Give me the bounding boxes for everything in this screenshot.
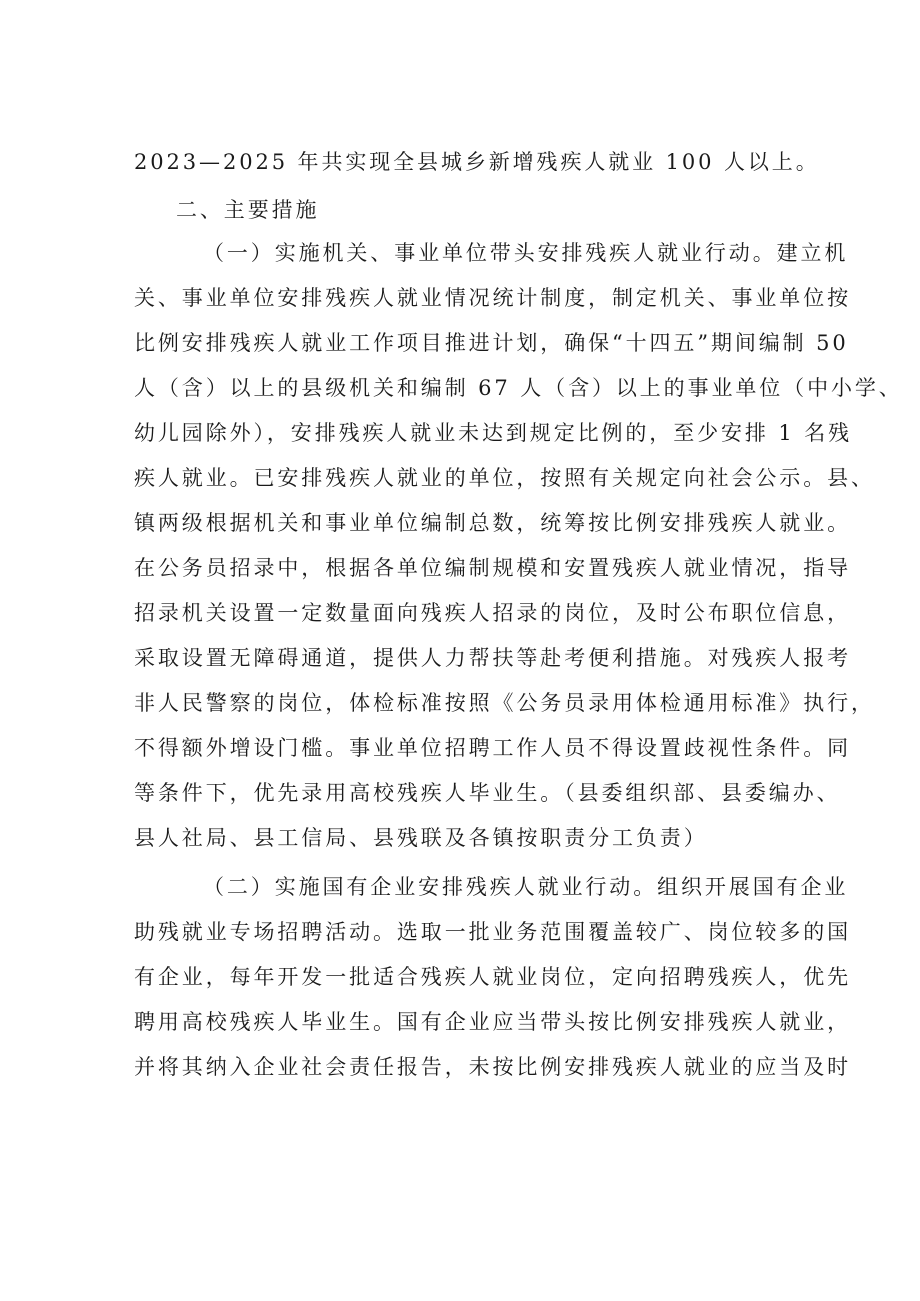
text-line: 招录机关设置一定数量面向残疾人招录的岗位，及时公布职位信息， (134, 601, 851, 625)
text-line: 关、事业单位安排残疾人就业情况统计制度，制定机关、事业单位按 (134, 286, 851, 310)
text-line: 采取设置无障碍通道，提供人力帮扶等赴考便利措施。对残疾人报考 (134, 646, 851, 670)
text-line: 聘用高校残疾人毕业生。国有企业应当带头按比例安排残疾人就业， (134, 1010, 851, 1034)
text-line: （一）实施机关、事业单位带头安排残疾人就业行动。建立机 (203, 241, 849, 265)
text-line: 等条件下，优先录用高校残疾人毕业生。（县委组织部、县委编办、 (134, 781, 841, 805)
section-heading: 二、主要措施 (176, 198, 320, 222)
text-line: 比例安排残疾人就业工作项目推进计划，确保“十四五”期间编制 50 (134, 331, 849, 355)
text-line: 在公务员招录中，根据各单位编制规模和安置残疾人就业情况，指导 (134, 556, 851, 580)
text-line: 助残就业专场招聘活动。选取一批业务范围覆盖较广、岗位较多的国 (134, 920, 851, 944)
text-line: 非人民警察的岗位，体检标准按照《公务员录用体检通用标准》执行， (134, 691, 875, 715)
text-line: 疾人就业。已安排残疾人就业的单位，按照有关规定向社会公示。县、 (134, 466, 875, 490)
text-line: 幼儿园除外），安排残疾人就业未达到规定比例的，至少安排 1 名残 (134, 421, 853, 445)
text-line: 并将其纳入企业社会责任报告，未按比例安排残疾人就业的应当及时 (134, 1055, 851, 1079)
text-line: 镇两级根据机关和事业单位编制总数，统筹按比例安排残疾人就业。 (134, 511, 851, 535)
text-line: 县人社局、县工信局、县残联及各镇按职责分工负责） (134, 826, 708, 850)
text-line: 2023—2025 年共实现全县城乡新增残疾人就业 100 人以上。 (134, 150, 820, 174)
text-line: （二）实施国有企业安排残疾人就业行动。组织开展国有企业 (203, 875, 849, 899)
text-line: 不得额外增设门槛。事业单位招聘工作人员不得设置歧视性条件。同 (134, 736, 851, 760)
text-line: 人（含）以上的县级机关和编制 67 人（含）以上的事业单位（中小学、 (134, 376, 903, 400)
text-line: 有企业，每年开发一批适合残疾人就业岗位，定向招聘残疾人，优先 (134, 965, 851, 989)
